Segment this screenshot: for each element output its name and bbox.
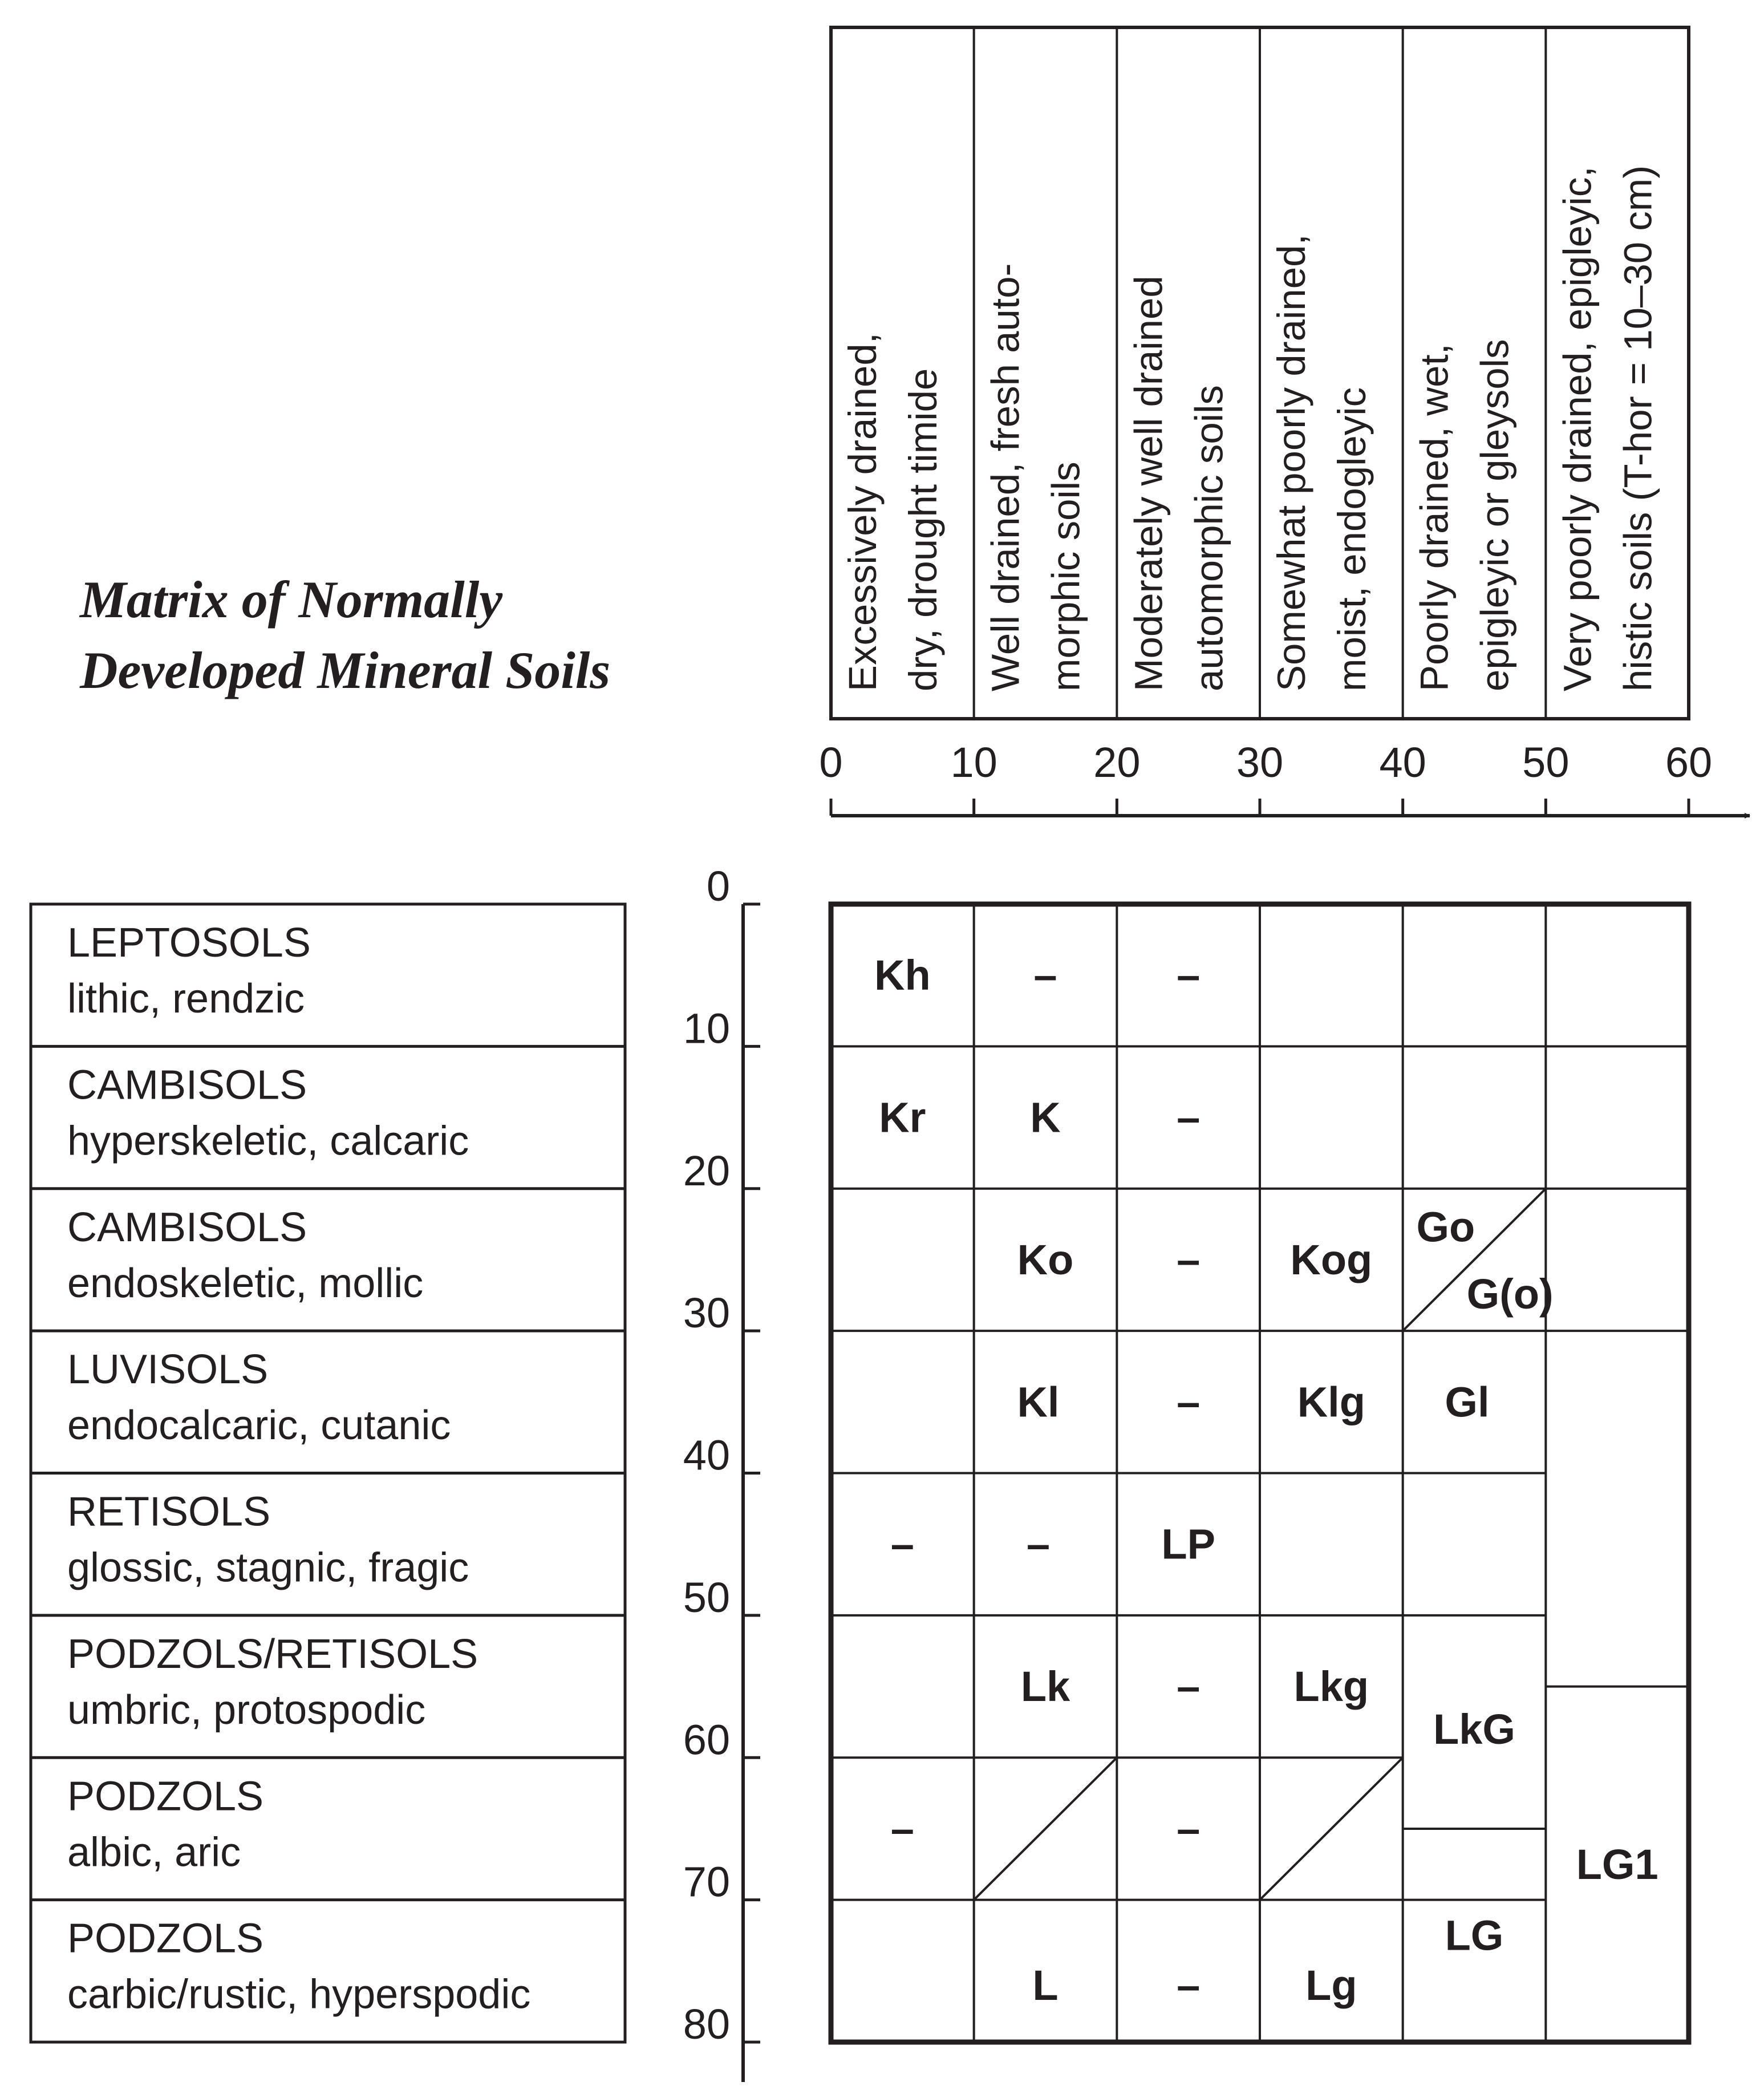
drainage-header-labels [841,165,1660,691]
matrix-cell-label: Go [1416,1203,1475,1251]
soil-class-name: PODZOLS [67,1915,264,1962]
soil-class-qualifiers: albic, aric [67,1829,241,1876]
matrix-cell-label: G(o) [1466,1270,1554,1318]
drainage-class-4-line-1: Somewhat poorly drained, [1270,234,1313,691]
matrix-cell-label: Lg [1305,1961,1357,2009]
y-tick-label: 30 [683,1289,730,1337]
soil-class-name: LUVISOLS [67,1347,269,1393]
matrix-cell-labels [874,951,1658,2009]
soil-class-name: CAMBISOLS [67,1204,307,1250]
matrix-cell-label: – [1177,1663,1201,1711]
matrix-cell-label: – [1177,1961,1201,2009]
soil-class-qualifiers: umbric, protospodic [67,1687,426,1733]
drainage-class-header [831,27,1689,719]
matrix-diagonal [974,1757,1117,1899]
soil-class-qualifiers: endocalcaric, cutanic [67,1403,451,1449]
matrix-cell-label: LG [1445,1911,1504,1959]
drainage-class-1-line-2: dry, drought timide [901,368,945,691]
drainage-class-6-line-2: histic soils (T-hor = 10–30 cm) [1616,165,1660,691]
matrix-grid-lines [831,904,1689,2042]
soil-matrix [831,904,1689,2042]
matrix-cell-label: K [1030,1093,1061,1141]
matrix-cell-label: Gl [1445,1378,1490,1426]
x-tick-label: 0 [819,739,843,786]
matrix-cell-label: Kl [1017,1378,1060,1426]
soil-class-legend [31,904,625,2042]
matrix-cell-label: Lk [1020,1663,1070,1711]
x-axis [819,739,1750,816]
soil-class-name: RETISOLS [67,1489,271,1535]
y-tick-label: 60 [683,1716,730,1764]
matrix-cell-label: LP [1161,1520,1215,1568]
x-tick-label: 30 [1236,739,1284,786]
matrix-cell-label: Kog [1290,1236,1373,1283]
matrix-cell-label: – [1177,1805,1201,1853]
matrix-cell-label: Kh [874,951,931,999]
drainage-class-5-line-2: epigleyic or gleysols [1473,339,1517,691]
y-axis [683,862,760,2082]
matrix-cell-label: – [890,1805,914,1853]
matrix-cell-label: – [1033,951,1057,999]
drainage-class-3-line-1: Moderately well drained [1126,276,1171,691]
soil-class-name: PODZOLS [67,1773,264,1820]
matrix-cell-label: – [1177,1378,1201,1426]
matrix-cell-label: Ko [1017,1236,1074,1283]
y-tick-label: 80 [683,2000,730,2048]
title-line-2: Developed Mineral Soils [80,641,611,699]
x-tick-label: 10 [950,739,997,786]
drainage-class-6-line-1: Very poorly drained, epigleyic, [1555,166,1600,691]
y-tick-label: 0 [706,862,730,910]
x-tick-label: 20 [1093,739,1141,786]
matrix-cell-label: – [1177,951,1201,999]
matrix-diagonal [1260,1757,1403,1899]
soil-class-qualifiers: hyperskeletic, calcaric [67,1118,469,1164]
y-tick-label: 20 [683,1147,730,1194]
y-tick-label: 40 [683,1431,730,1479]
x-tick-label: 50 [1522,739,1570,786]
drainage-class-1-line-1: Excessively drained, [841,333,885,691]
matrix-cell-label: – [1026,1520,1051,1568]
soil-class-qualifiers: carbic/rustic, hyperspodic [67,1971,531,2018]
drainage-class-3-line-2: automorphic soils [1187,385,1231,691]
matrix-cell-label: – [1177,1236,1201,1283]
matrix-cell-label: LkG [1433,1705,1515,1753]
matrix-cell-label: Lkg [1293,1663,1369,1711]
y-tick-label: 10 [683,1005,730,1052]
matrix-cell-label: L [1032,1961,1059,2009]
matrix-cell-label: – [890,1520,914,1568]
matrix-cell-label: LG1 [1576,1840,1658,1888]
matrix-cell-label: Kr [879,1093,926,1141]
drainage-class-4-line-2: moist, endogleyic [1330,387,1374,691]
drainage-class-2-line-2: morphic soils [1044,461,1088,691]
matrix-cell-label: – [1177,1093,1201,1141]
drainage-class-2-line-1: Well drained, fresh auto- [983,263,1028,691]
x-tick-label: 60 [1665,739,1713,786]
title-line-1: Matrix of Normally [80,570,503,629]
diagram-title [79,570,610,699]
soil-class-qualifiers: glossic, stagnic, fragic [67,1545,469,1591]
drainage-class-5-line-1: Poorly drained, wet, [1412,343,1457,691]
soil-class-name: PODZOLS/RETISOLS [67,1631,478,1677]
x-tick-label: 40 [1379,739,1426,786]
soil-class-name: CAMBISOLS [67,1062,307,1108]
soil-class-qualifiers: lithic, rendzic [67,976,305,1022]
matrix-cell-label: Klg [1297,1378,1365,1426]
soil-class-qualifiers: endoskeletic, mollic [67,1260,424,1306]
y-tick-label: 70 [683,1858,730,1906]
y-tick-label: 50 [683,1573,730,1621]
soil-class-name: LEPTOSOLS [67,920,311,966]
